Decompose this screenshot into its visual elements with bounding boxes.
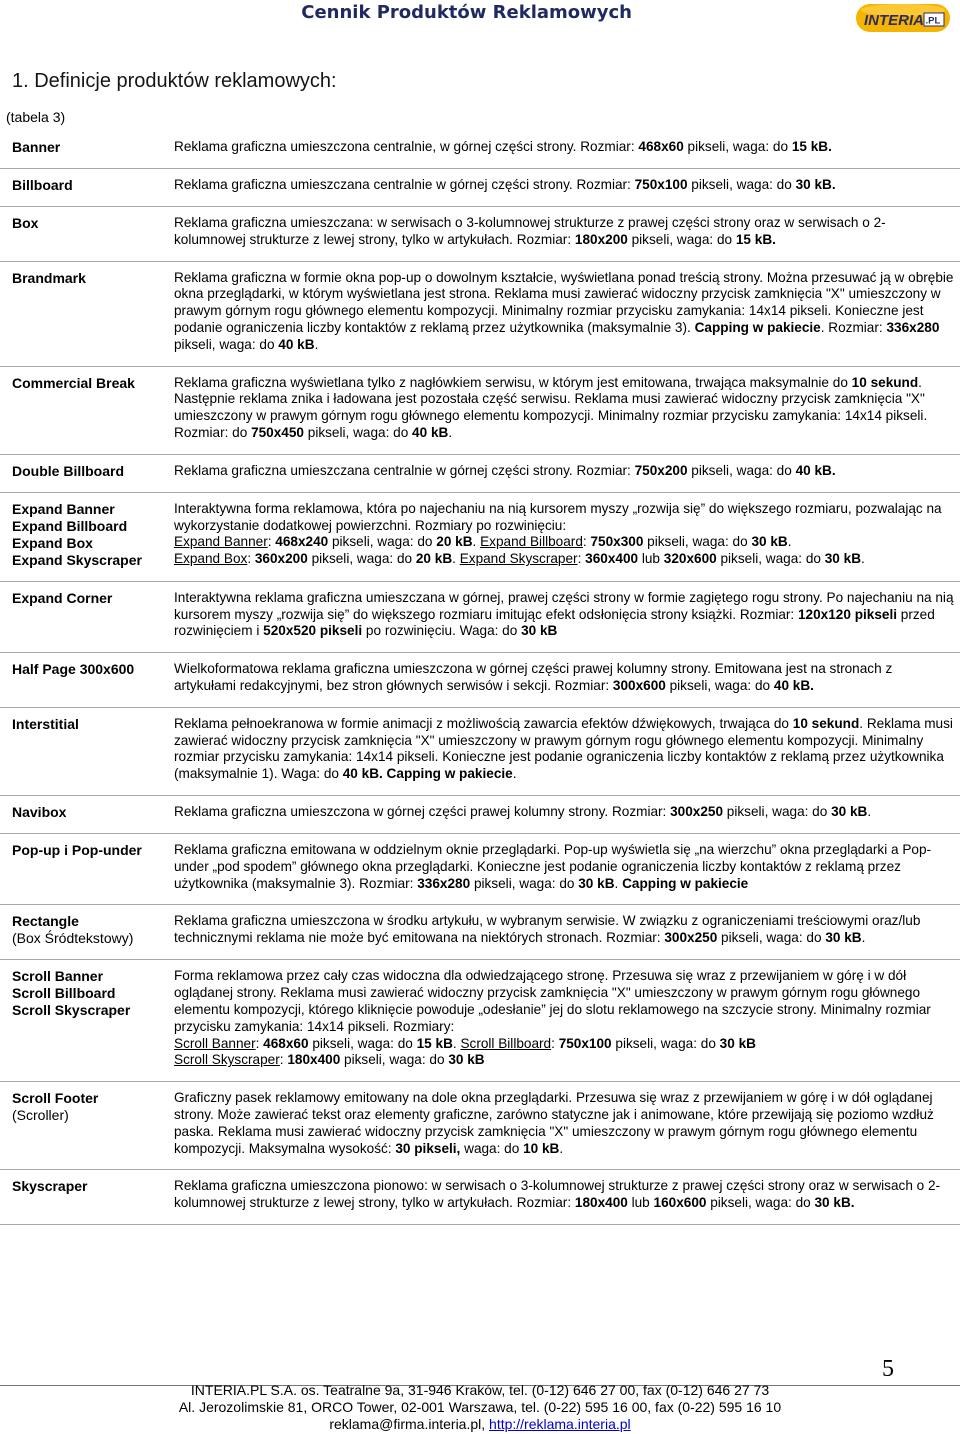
description-bold-text: 10 sekund bbox=[792, 715, 860, 731]
description-text: pikseli, waga: do bbox=[665, 677, 774, 693]
description-underlined-text: Expand Box bbox=[174, 551, 248, 567]
description-paragraph bbox=[174, 501, 954, 535]
description-bold-text: 30 kB. bbox=[795, 177, 836, 192]
description-text: Reklama graficzna umieszczana: w serwisach o 3-kolumnowej strukturze z prawej części strony oraz w serwisach o 2-kolumnowej strukturze z lewej strony, tylko w artykułach. Rozmiar: bbox=[174, 215, 886, 247]
description-text: pikseli, waga: do bbox=[611, 1035, 720, 1051]
product-description-cell bbox=[174, 139, 960, 156]
description-text: . Reklama musi zawierać widoczny przycisk zamknięcia "X" umieszczony w prawym górnym rogu głównego elementu kompozycji. Minimalny rozmiar przycisku zamykania: 14x14 pikseli. Konieczne jest podanie ograniczenia liczby kontaktów z reklamą przez użytkownika (maksymalnie 1). Waga: do bbox=[174, 715, 953, 782]
product-description-cell bbox=[174, 968, 960, 1069]
table-row bbox=[0, 960, 960, 1082]
product-name-cell bbox=[0, 270, 174, 354]
description-text: . bbox=[452, 551, 460, 567]
description-text: waga: do bbox=[460, 1140, 524, 1156]
description-text: pikseli, waga: do bbox=[328, 534, 437, 550]
description-bold-text: 20 kB bbox=[436, 534, 473, 550]
interia-logo bbox=[856, 2, 950, 34]
product-description-cell bbox=[174, 590, 960, 640]
description-bold-text: 180x200 bbox=[574, 231, 628, 247]
product-description-cell bbox=[174, 1178, 960, 1212]
description-bold-text: 300x250 bbox=[670, 803, 724, 819]
description-bold-text: 468x60 bbox=[263, 1035, 309, 1051]
description-bold-text: 336x280 bbox=[886, 319, 940, 335]
table-row bbox=[0, 367, 960, 455]
description-bold-text: 20 kB bbox=[415, 551, 453, 567]
description-bold-text: 40 kB. Capping w pakiecie bbox=[342, 766, 513, 782]
footer-address-line-1: INTERIA.PL S.A. os. Teatralne 9a, 31-946 Kraków, tel. (0-12) 646 27 00, fax (0-12) 646 27 73 bbox=[190, 1382, 770, 1398]
table-row bbox=[0, 905, 960, 960]
description-bold-text: 40 kB bbox=[278, 336, 315, 352]
description-bold-text: 40 kB. bbox=[795, 462, 836, 478]
description-text: lub bbox=[638, 551, 664, 567]
table-row bbox=[0, 582, 960, 653]
description-bold-text: Capping w pakiecie bbox=[694, 319, 821, 335]
table-row bbox=[0, 207, 960, 262]
product-name: Skyscraper bbox=[12, 1178, 88, 1195]
product-name: Scroll Footer bbox=[12, 1090, 99, 1107]
description-underlined-text: Scroll Skyscraper bbox=[174, 1052, 280, 1068]
description-text: Reklama graficzna umieszczona pionowo: w serwisach o 3-kolumnowej strukturze z prawej części strony oraz w serwisach o 2-kolumnowej strukturze z lewej strony, tylko w artykułach. Rozmiar: bbox=[174, 1178, 941, 1211]
product-name-cell bbox=[0, 804, 174, 821]
description-bold-text: 468x240 bbox=[275, 534, 329, 550]
description-bold-text: 30 kB bbox=[751, 534, 788, 550]
product-description-cell bbox=[174, 804, 960, 821]
description-paragraph bbox=[174, 716, 954, 783]
description-text: Reklama graficzna umieszczana centralnie w górnej części strony. Rozmiar: bbox=[174, 177, 635, 192]
footer-contact-line bbox=[0, 1416, 960, 1433]
description-bold-text: 10 kB bbox=[523, 1140, 560, 1156]
product-name: Scroll Billboard bbox=[12, 985, 116, 1002]
description-text: . bbox=[614, 875, 623, 891]
product-name: Expand Banner bbox=[12, 500, 115, 517]
description-bold-text: 30 kB bbox=[825, 930, 862, 946]
description-text: . bbox=[448, 424, 453, 440]
description-text: . bbox=[512, 766, 517, 782]
description-bold-text: 180x400 bbox=[574, 1195, 628, 1211]
description-text: pikseli, waga: do bbox=[307, 551, 416, 567]
product-name: (Box Śródtekstowy) bbox=[12, 930, 134, 947]
description-bold-text: 15 kB bbox=[416, 1035, 453, 1051]
description-paragraph bbox=[174, 215, 954, 249]
description-bold-text: 750x100 bbox=[634, 177, 688, 192]
description-text: . Rozmiar: bbox=[820, 319, 887, 335]
product-name: Brandmark bbox=[12, 269, 86, 286]
product-name-cell bbox=[0, 463, 174, 480]
definitions-table bbox=[0, 130, 960, 1225]
description-text: Reklama graficzna umieszczona w środku artykułu, w wybranym serwisie. W związku z ograniczeniami treściowymi oraz/lub technicznymi reklama nie może być emitowana na niektórych stronach. Rozmiar: bbox=[174, 913, 921, 946]
product-name: Box bbox=[12, 215, 39, 231]
description-text: : bbox=[551, 1035, 559, 1051]
description-bold-text: 320x600 bbox=[663, 551, 717, 567]
table-row bbox=[0, 653, 960, 708]
product-description-cell bbox=[174, 913, 960, 947]
description-bold-text: 180x400 bbox=[287, 1052, 341, 1068]
document-header-title: Cennik Produktów Reklamowych bbox=[301, 2, 632, 23]
description-text: lub bbox=[627, 1195, 654, 1211]
product-name-cell bbox=[0, 1090, 174, 1157]
product-name-cell bbox=[0, 501, 174, 569]
description-bold-text: 40 kB. bbox=[773, 677, 814, 693]
table-row bbox=[0, 834, 960, 905]
description-bold-text: 30 kB bbox=[831, 803, 868, 819]
description-text: Reklama graficzna umieszczona w górnej części prawej kolumny strony. Rozmiar: bbox=[174, 803, 671, 819]
description-bold-text: 750x100 bbox=[558, 1035, 612, 1051]
description-text: Interaktywna forma reklamowa, która po najechaniu na nią kursorem myszy „rozwija się” do większego rozmiaru, pozwalając na wykorzystanie dodatkowej powierzchni. Rozmiary po rozwinięciu: bbox=[174, 500, 942, 533]
product-name-cell bbox=[0, 139, 174, 156]
description-text: Reklama graficzna umieszczana centralnie w górnej części strony. Rozmiar: bbox=[174, 462, 635, 478]
footer-website-link[interactable]: http://reklama.interia.pl bbox=[489, 1416, 631, 1432]
product-name-cell bbox=[0, 375, 174, 442]
product-description-cell bbox=[174, 501, 960, 569]
table-row bbox=[0, 169, 960, 207]
product-description-cell bbox=[174, 463, 960, 480]
description-text: : bbox=[577, 551, 586, 567]
product-name-cell bbox=[0, 1178, 174, 1212]
product-name: Double Billboard bbox=[12, 462, 124, 479]
product-name: Expand Box bbox=[12, 534, 93, 551]
description-paragraph bbox=[174, 177, 954, 194]
description-text: . bbox=[787, 534, 792, 550]
description-bold-text: 750x300 bbox=[590, 534, 644, 550]
table-row bbox=[0, 1170, 960, 1225]
description-text: pikseli, waga: do bbox=[716, 551, 825, 567]
description-bold-text: 750x200 bbox=[634, 462, 688, 478]
description-bold-text: 520x520 pikseli bbox=[263, 623, 363, 639]
product-name: Pop-up i Pop-under bbox=[12, 841, 142, 858]
description-text: . bbox=[452, 1035, 461, 1051]
svg-text:INTERIA: INTERIA bbox=[864, 12, 924, 29]
description-paragraph bbox=[174, 913, 954, 947]
product-name: Commercial Break bbox=[12, 374, 135, 391]
description-bold-text: 30 kB bbox=[448, 1052, 485, 1068]
description-underlined-text: Expand Skyscraper bbox=[459, 551, 578, 567]
description-text: pikseli, waga: do bbox=[687, 177, 796, 192]
description-text: pikseli, waga: do bbox=[340, 1052, 449, 1068]
description-bold-text: Capping w pakiecie bbox=[622, 875, 749, 891]
product-name: Interstitial bbox=[12, 715, 79, 732]
description-bold-text: 750x450 bbox=[251, 424, 304, 440]
table-row bbox=[0, 1082, 960, 1170]
description-text: Wielkoformatowa reklama graficzna umieszczona w górnej części prawej kolumny strony. Emitowana jest na stronach z artykułami redakcyjnymi, bez stron głównych serwisów i sekcji. Rozmiar: bbox=[174, 661, 893, 693]
description-text: Reklama graficzna umieszczona centralnie, w górnej części strony. Rozmiar: bbox=[174, 139, 639, 154]
description-text: . bbox=[867, 803, 872, 819]
description-text: Graficzny pasek reklamowy emitowany na dole okna przeglądarki. Przesuwa się wraz z przewijaniem w górę i w dół oglądanej strony. Może zawierać tekst oraz elementy graficzne, zarówno statyczne jak i animowane, które przewijają się poziomo wzdłuż paska. Reklama musi zawierać widoczny przycisk zamknięcia "X" umieszczony w prawym górnym rogu głównego elementu kompozycji. Maksymalna wysokość: bbox=[174, 1090, 934, 1156]
product-description-cell bbox=[174, 661, 960, 695]
product-description-cell bbox=[174, 842, 960, 892]
description-text: : bbox=[582, 534, 591, 550]
product-description-cell bbox=[174, 716, 960, 783]
description-underlined-text: Scroll Banner bbox=[174, 1035, 256, 1051]
description-paragraph bbox=[174, 534, 954, 551]
product-name-cell bbox=[0, 590, 174, 640]
description-paragraph bbox=[174, 270, 954, 354]
description-paragraph bbox=[174, 139, 954, 156]
product-name: (Scroller) bbox=[12, 1107, 69, 1124]
description-text: Interaktywna reklama graficzna umieszczana w górnej, prawej części strony w formie zagiętego rogu strony. Po najechaniu na nią kursorem myszy „rozwija się” do większego rozmiaru imitując efekt odsłonięcia strony książki. Rozmiar: bbox=[174, 589, 954, 622]
table-row bbox=[0, 708, 960, 796]
description-text: Reklama graficzna emitowana w oddzielnym oknie przeglądarki. Pop-up wyświetla się „na wierzchu” okna przeglądarki a Pop-under „pod spodem” głównego okna przeglądarki. Konieczne jest podanie ograniczenia liczby kontaktów z reklamą przez użytkownika (maksymalnie 3). Rozmiar: bbox=[174, 841, 932, 891]
section-title: 1. Definicje produktów reklamowych: bbox=[12, 70, 337, 92]
description-text: Forma reklamowa przez cały czas widoczna dla odwiedzającego stronę. Przesuwa się wraz z przewijaniem w górę i w dół oglądanej strony. Reklama musi zawierać widoczny przycisk zamknięcia "X" umieszczony w prawym górnym rogu głównego elementu kompozycji, którego kliknięcie powoduje „odesłanie” jej do slotu reklamowego na szczycie strony. Minimalny rozmiar przycisku zamykania: 14x14 pikseli. Rozmiary: bbox=[174, 968, 931, 1034]
product-name: Banner bbox=[12, 139, 61, 155]
description-text: pikseli, waga: do bbox=[723, 803, 832, 819]
description-bold-text: 30 kB bbox=[578, 875, 615, 891]
description-paragraph bbox=[174, 804, 954, 821]
description-paragraph bbox=[174, 842, 954, 892]
description-bold-text: 336x280 bbox=[417, 875, 471, 891]
description-text: . bbox=[861, 930, 866, 946]
description-text: Reklama pełnoekranowa w formie animacji z możliwością zawarcia efektów dźwiękowych, trwająca do bbox=[174, 715, 793, 731]
description-text: pikseli, waga: do bbox=[717, 930, 826, 946]
description-paragraph bbox=[174, 551, 954, 568]
product-name: Scroll Skyscraper bbox=[12, 1002, 131, 1019]
description-bold-text: 30 kB bbox=[521, 623, 558, 639]
table-caption: (tabela 3) bbox=[6, 109, 66, 125]
product-name: Expand Billboard bbox=[12, 517, 128, 534]
description-bold-text: 468x60 bbox=[638, 139, 684, 154]
product-description-cell bbox=[174, 1090, 960, 1157]
table-row bbox=[0, 796, 960, 834]
table-row bbox=[0, 455, 960, 493]
product-name-cell bbox=[0, 661, 174, 695]
product-name-cell bbox=[0, 842, 174, 892]
description-text: pikseli, waga: do bbox=[687, 462, 796, 478]
product-name: Half Page 300x600 bbox=[12, 661, 135, 678]
product-description-cell bbox=[174, 177, 960, 194]
product-name: Rectangle bbox=[12, 913, 79, 930]
footer-email: reklama@firma.interia.pl bbox=[329, 1416, 482, 1432]
description-text: pikseli, waga: do bbox=[174, 336, 279, 352]
description-bold-text: 10 sekund bbox=[851, 374, 919, 390]
description-text: : bbox=[247, 551, 255, 567]
description-paragraph bbox=[174, 590, 954, 640]
footer bbox=[0, 1382, 960, 1433]
footer-separator: , bbox=[481, 1416, 490, 1432]
description-text: pikseli, waga: do bbox=[303, 424, 413, 440]
description-bold-text: 30 kB bbox=[824, 551, 862, 567]
description-text: Reklama graficzna wyświetlana tylko z nagłówkiem serwisu, w którym jest emitowana, trwająca maksymalnie do bbox=[174, 374, 852, 390]
page-number: 5 bbox=[882, 1356, 894, 1382]
description-bold-text: 15 kB. bbox=[791, 139, 832, 154]
description-bold-text: 30 kB bbox=[719, 1035, 756, 1051]
description-text: : bbox=[279, 1052, 288, 1068]
description-underlined-text: Expand Banner bbox=[174, 534, 268, 550]
product-name-cell bbox=[0, 215, 174, 249]
description-underlined-text: Scroll Billboard bbox=[460, 1035, 552, 1051]
svg-text:.PL: .PL bbox=[925, 15, 941, 27]
product-name: Navibox bbox=[12, 803, 67, 820]
description-bold-text: 360x200 bbox=[254, 551, 308, 567]
description-text: po rozwinięciu. Waga: do bbox=[362, 623, 522, 639]
footer-address-line-2: Al. Jerozolimskie 81, ORCO Tower, 02-001 Warszawa, tel. (0-22) 595 16 00, fax (0-22) 595 16 10 bbox=[178, 1399, 782, 1415]
description-paragraph bbox=[174, 463, 954, 480]
description-text: pikseli, waga: do bbox=[683, 139, 792, 154]
description-text: : bbox=[255, 1035, 264, 1051]
description-bold-text: 300x600 bbox=[612, 677, 666, 693]
table-row bbox=[0, 130, 960, 169]
description-bold-text: 30 kB. bbox=[814, 1195, 855, 1211]
description-bold-text: 40 kB bbox=[412, 424, 449, 440]
description-text: : bbox=[267, 534, 276, 550]
product-name: Scroll Banner bbox=[12, 968, 104, 985]
description-text: pikseli, waga: do bbox=[643, 534, 752, 550]
description-paragraph bbox=[174, 661, 954, 695]
description-text: . bbox=[472, 534, 481, 550]
product-description-cell bbox=[174, 270, 960, 354]
product-description-cell bbox=[174, 375, 960, 442]
description-bold-text: 360x400 bbox=[585, 551, 639, 567]
description-bold-text: 15 kB. bbox=[735, 231, 776, 247]
product-name: Billboard bbox=[12, 177, 73, 193]
product-name-cell bbox=[0, 716, 174, 783]
description-text: . bbox=[559, 1140, 564, 1156]
description-text: przed rozwinięciem i bbox=[174, 606, 935, 639]
description-paragraph bbox=[174, 1036, 954, 1053]
product-name-cell bbox=[0, 913, 174, 947]
table-row bbox=[0, 262, 960, 367]
description-text: Reklama graficzna w formie okna pop-up o dowolnym kształcie, wyświetlana ponad treścią strony. Można przesuwać ją w obrębie okna przeglądarki, w którym wyświetlana jest strona. Reklama musi zawierać widoczny przycisk zamknięcia "X" umieszczony w prawym górnym rogu głównego elementu kompozycji. Minimalny rozmiar przycisku zamykania: 14x14 pikseli. Konieczne jest podanie ograniczenia liczby kontaktów z reklamą przez użytkownika (maksymalnie 3). bbox=[174, 269, 954, 335]
product-name-cell bbox=[0, 177, 174, 194]
description-text: pikseli, waga: do bbox=[706, 1195, 815, 1211]
description-text: . bbox=[861, 551, 865, 567]
description-paragraph bbox=[174, 375, 954, 442]
description-paragraph bbox=[174, 968, 954, 1035]
description-paragraph bbox=[174, 1178, 954, 1212]
product-name: Expand Corner bbox=[12, 589, 113, 606]
description-paragraph bbox=[174, 1052, 954, 1069]
description-bold-text: 160x600 bbox=[653, 1195, 707, 1211]
description-text: . Następnie reklama znika i ładowana jest pozostała część serwisu. Reklama musi zawierać widoczny przycisk zamknięcia "X" umieszczony w prawym górnym rogu głównego elementu kompozycji. Minimalny rozmiar przycisku zamykania: 14x14 pikseli. Rozmiar: do bbox=[174, 374, 928, 440]
description-underlined-text: Expand Billboard bbox=[480, 534, 583, 550]
product-name-cell bbox=[0, 968, 174, 1069]
product-name: Expand Skyscraper bbox=[12, 551, 142, 568]
description-text: pikseli, waga: do bbox=[627, 231, 736, 247]
description-paragraph bbox=[174, 1090, 954, 1157]
product-description-cell bbox=[174, 215, 960, 249]
description-bold-text: 120x120 pikseli bbox=[798, 606, 898, 622]
description-text: pikseli, waga: do bbox=[308, 1035, 417, 1051]
description-text: . bbox=[314, 336, 319, 352]
table-row bbox=[0, 493, 960, 582]
description-bold-text: 30 pikseli, bbox=[395, 1140, 461, 1156]
description-bold-text: 300x250 bbox=[664, 930, 718, 946]
description-text: pikseli, waga: do bbox=[470, 875, 579, 891]
